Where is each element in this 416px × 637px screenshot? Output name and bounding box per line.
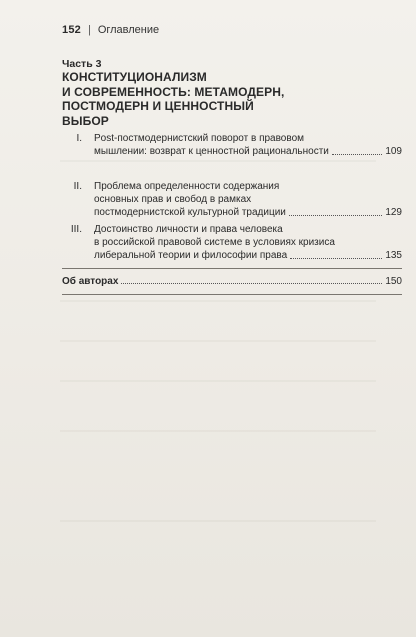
authors-page: 150 (385, 276, 402, 287)
page-number: 152 (62, 24, 81, 36)
header-separator: | (87, 24, 91, 36)
toc-entry-authors[interactable] (62, 276, 402, 287)
toc-entry[interactable] (62, 180, 402, 222)
chapter-number: III. (70, 224, 82, 235)
toc-entry[interactable] (62, 132, 402, 162)
leader-line (94, 145, 402, 158)
chapter-title-line: мышлении: возврат к ценностной рациональности (94, 146, 329, 157)
chapter-title (94, 180, 402, 219)
chapter-title-line: Post-постмодернистский поворот в правовом (94, 133, 304, 144)
part-title-line: ПОСТМОДЕРН И ЦЕННОСТНЫЙ (62, 99, 254, 113)
chapter-title-line: постмодернистской культурной традиции (94, 207, 286, 218)
part-title-line: КОНСТИТУЦИОНАЛИЗМ (62, 70, 207, 84)
leader-line (94, 249, 402, 262)
chapter-title (94, 132, 402, 158)
chapter-page: 135 (385, 250, 402, 261)
chapter-title-line: либеральной теории и философии права (94, 250, 288, 261)
part-title-line: ВЫБОР (62, 113, 109, 128)
toc-entry[interactable] (62, 223, 402, 265)
chapter-title-line: Проблема определенности содержания (94, 181, 280, 192)
chapter-page: 109 (385, 146, 402, 157)
part-title (62, 70, 332, 128)
chapter-number: I. (76, 133, 82, 144)
part-label: Часть 3 (62, 58, 102, 70)
dot-leader (290, 257, 382, 259)
bleed-through-line (60, 300, 376, 302)
chapter-title-line: в российской правовой системе в условиях кризиса (94, 237, 335, 248)
section-divider (62, 294, 402, 295)
bleed-through-line (60, 520, 376, 522)
running-title: Оглавление (97, 24, 160, 36)
bleed-through-line (60, 430, 376, 432)
dot-leader (121, 282, 382, 284)
leader-line (94, 206, 402, 219)
bleed-through-line (60, 340, 376, 342)
dot-leader (332, 153, 382, 155)
chapter-title-line: основных прав и свобод в рамках (94, 194, 252, 205)
section-divider (62, 268, 402, 269)
chapter-title (94, 223, 402, 262)
bleed-through-line (60, 380, 376, 382)
part-title-line: И СОВРЕМЕННОСТЬ: МЕТАМОДЕРН, (62, 84, 285, 99)
running-header (62, 24, 159, 36)
chapter-page: 129 (385, 207, 402, 218)
authors-label: Об авторах (62, 276, 119, 287)
chapter-title-line: Достоинство личности и права человека (94, 224, 283, 235)
dot-leader (289, 214, 382, 216)
chapter-number: II. (73, 181, 82, 192)
